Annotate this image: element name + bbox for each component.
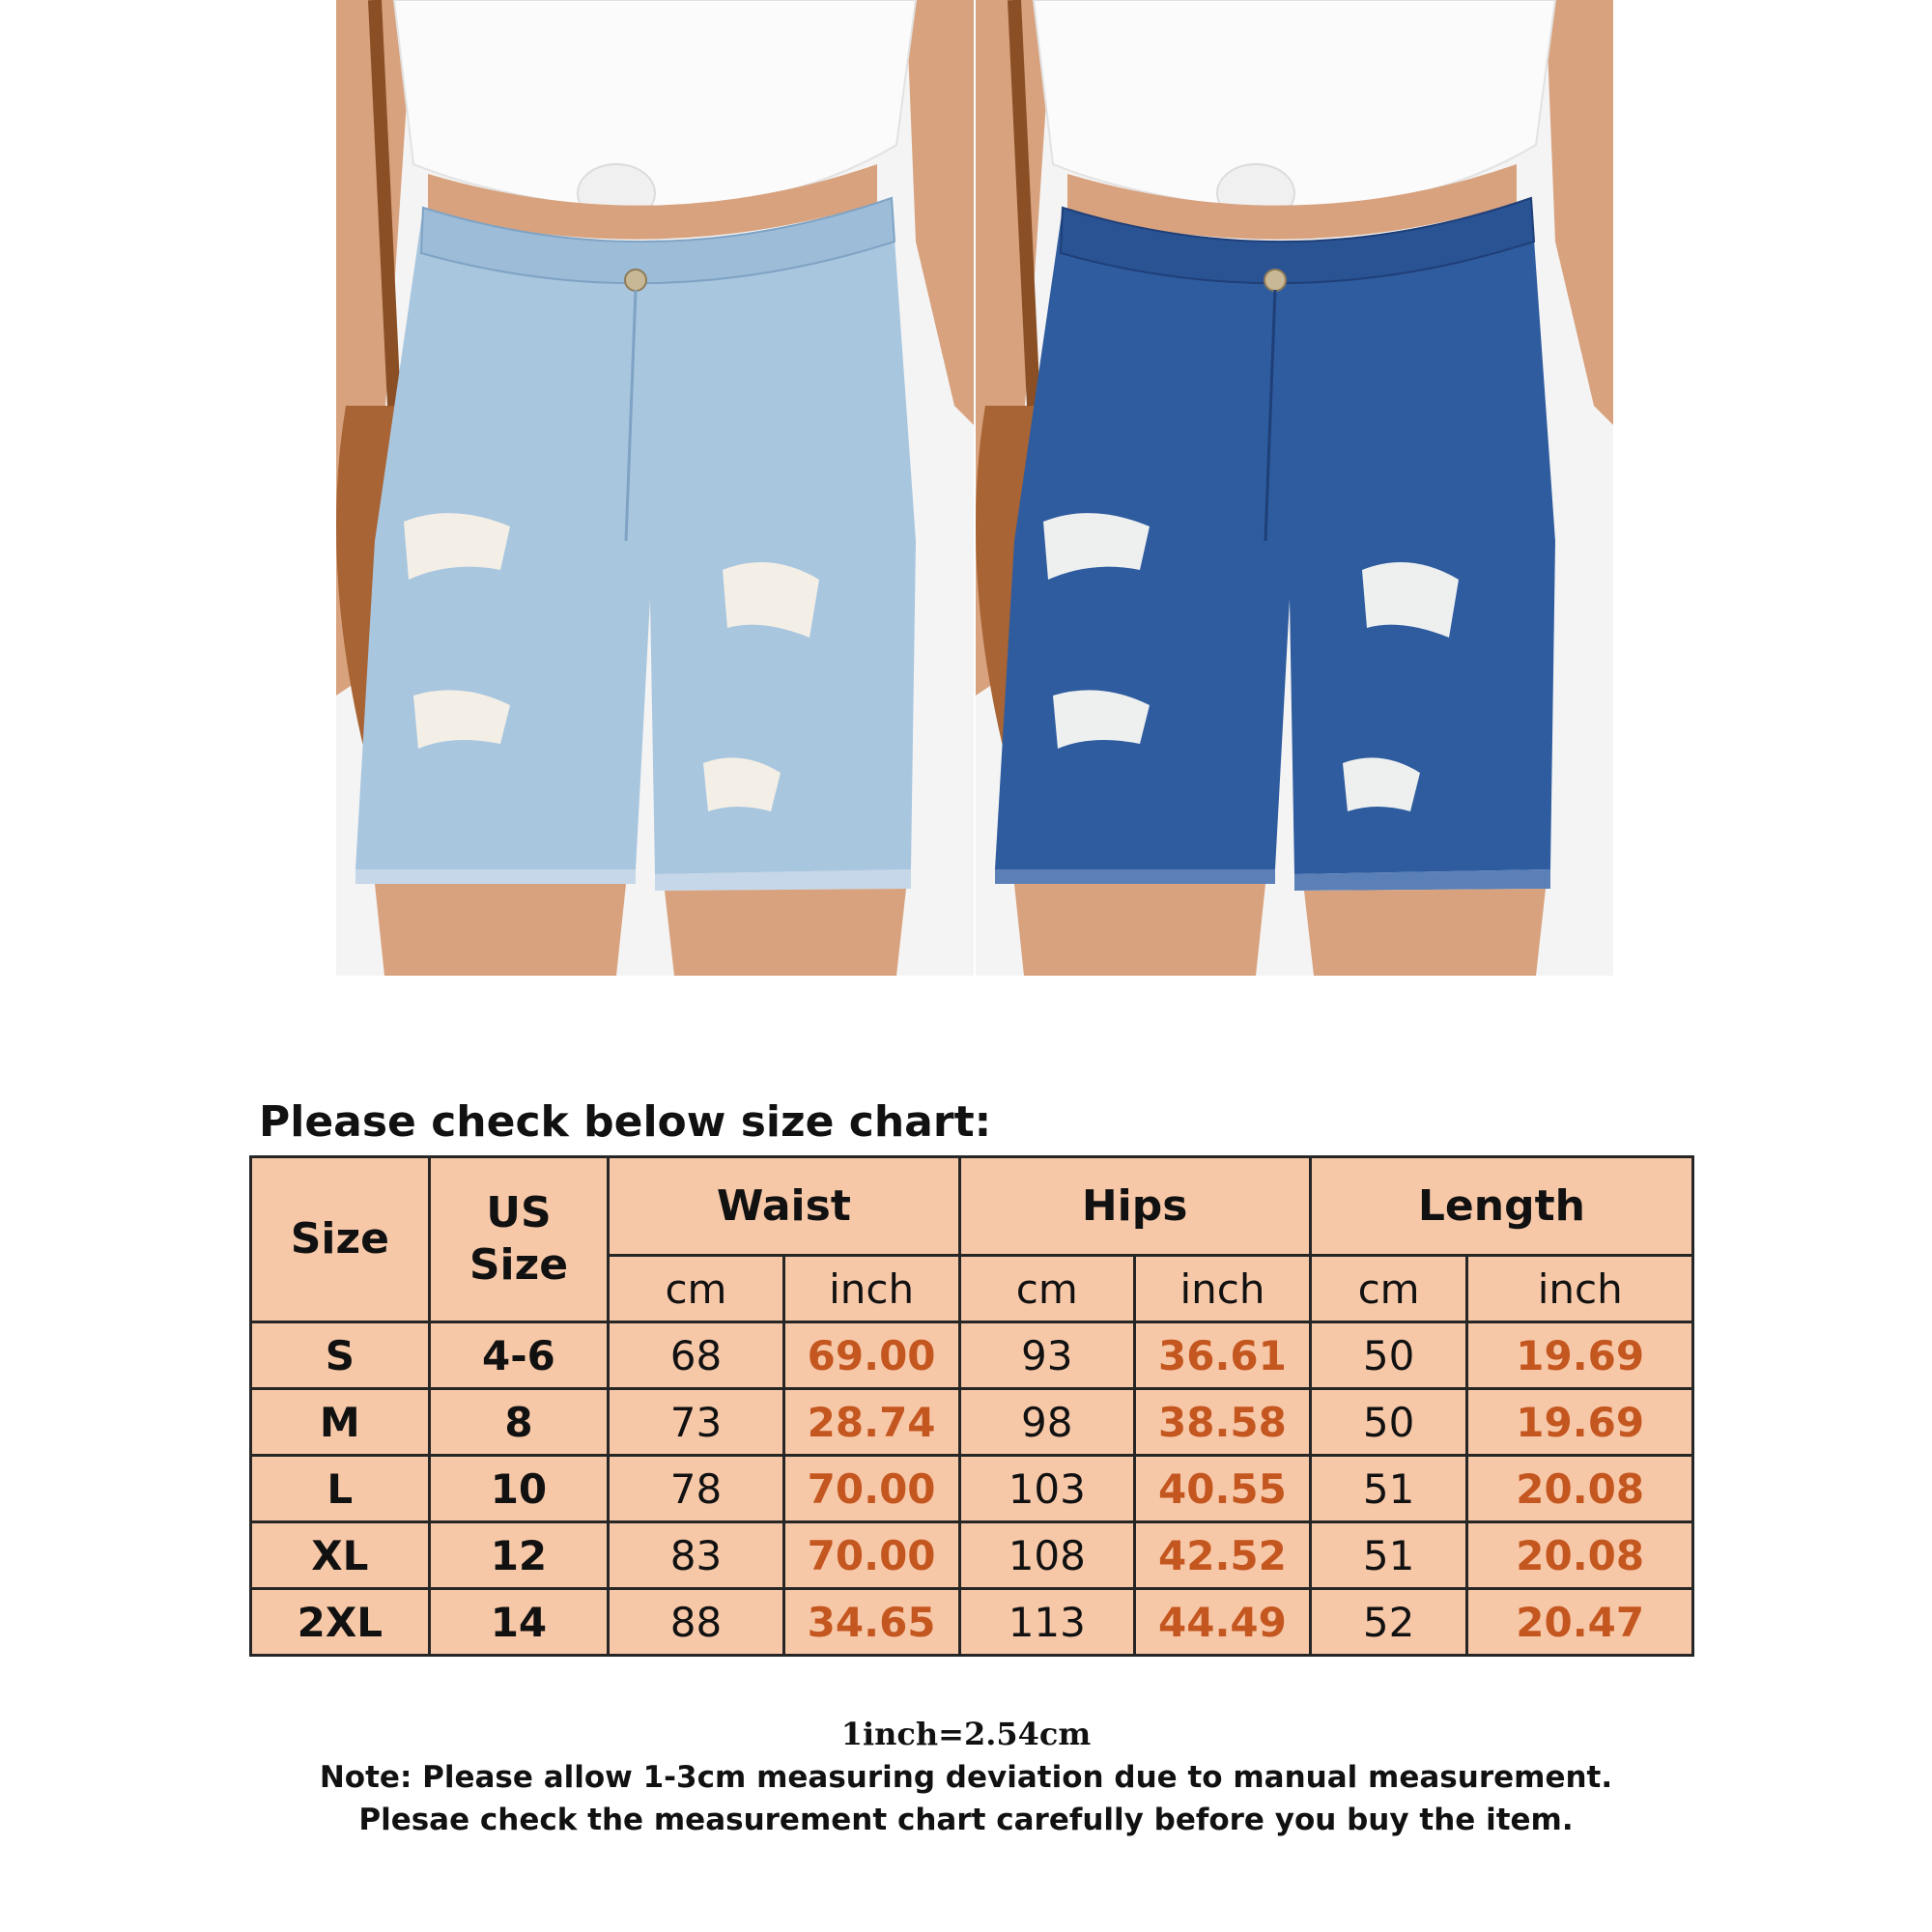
cell-hips-inch: 44.49 bbox=[1135, 1589, 1311, 1656]
size-chart-table bbox=[249, 1155, 1694, 1657]
table-row bbox=[251, 1456, 1693, 1522]
cell-waist-inch: 70.00 bbox=[783, 1522, 959, 1589]
deviation-note: Note: Please allow 1-3cm measuring deviation due to manual measurement. bbox=[319, 1760, 1613, 1795]
table-row bbox=[251, 1589, 1693, 1656]
unit-cm: cm bbox=[609, 1256, 783, 1322]
unit-inch: inch bbox=[783, 1256, 959, 1322]
header-hips: Hips bbox=[959, 1157, 1310, 1256]
cell-length-inch: 20.47 bbox=[1467, 1589, 1693, 1656]
cell-us-size: 10 bbox=[429, 1456, 609, 1522]
cell-waist-inch: 34.65 bbox=[783, 1589, 959, 1656]
header-size: Size bbox=[251, 1157, 430, 1322]
light-wash-shorts-illustration bbox=[336, 0, 974, 976]
cell-length-cm: 51 bbox=[1310, 1456, 1467, 1522]
cell-waist-inch: 70.00 bbox=[783, 1456, 959, 1522]
unit-cm: cm bbox=[959, 1256, 1135, 1322]
cell-hips-cm: 108 bbox=[959, 1522, 1135, 1589]
cell-hips-cm: 113 bbox=[959, 1589, 1135, 1656]
dark-wash-shorts-illustration bbox=[976, 0, 1613, 976]
cell-us-size: 12 bbox=[429, 1522, 609, 1589]
measurement-notes bbox=[0, 1716, 1932, 1845]
cell-size: S bbox=[251, 1322, 430, 1389]
product-photo-light-wash bbox=[336, 0, 974, 976]
header-row-main bbox=[251, 1157, 1693, 1256]
size-chart-title: Please check below size chart: bbox=[259, 1097, 992, 1147]
header-us-size bbox=[429, 1157, 609, 1322]
cell-hips-inch: 38.58 bbox=[1135, 1389, 1311, 1456]
header-length: Length bbox=[1310, 1157, 1692, 1256]
cell-waist-cm: 73 bbox=[609, 1389, 783, 1456]
cell-length-inch: 20.08 bbox=[1467, 1522, 1693, 1589]
cell-waist-cm: 78 bbox=[609, 1456, 783, 1522]
cell-us-size: 8 bbox=[429, 1389, 609, 1456]
cell-waist-cm: 68 bbox=[609, 1322, 783, 1389]
unit-inch: inch bbox=[1467, 1256, 1693, 1322]
cell-length-inch: 20.08 bbox=[1467, 1456, 1693, 1522]
table-row bbox=[251, 1389, 1693, 1456]
cell-length-cm: 50 bbox=[1310, 1322, 1467, 1389]
cell-waist-inch: 69.00 bbox=[783, 1322, 959, 1389]
cell-hips-inch: 40.55 bbox=[1135, 1456, 1311, 1522]
cell-length-inch: 19.69 bbox=[1467, 1322, 1693, 1389]
header-us-size-line2: Size bbox=[469, 1240, 569, 1290]
cell-length-cm: 52 bbox=[1310, 1589, 1467, 1656]
cell-size: XL bbox=[251, 1522, 430, 1589]
cell-length-cm: 50 bbox=[1310, 1389, 1467, 1456]
cell-us-size: 4-6 bbox=[429, 1322, 609, 1389]
cell-hips-cm: 103 bbox=[959, 1456, 1135, 1522]
unit-cm: cm bbox=[1310, 1256, 1467, 1322]
table-row bbox=[251, 1522, 1693, 1589]
cell-hips-cm: 93 bbox=[959, 1322, 1135, 1389]
cell-size: M bbox=[251, 1389, 430, 1456]
table-row bbox=[251, 1322, 1693, 1389]
check-chart-note: Plesae check the measurement chart carefully before you buy the item. bbox=[358, 1803, 1574, 1837]
cell-waist-cm: 88 bbox=[609, 1589, 783, 1656]
cell-waist-cm: 83 bbox=[609, 1522, 783, 1589]
cell-hips-inch: 36.61 bbox=[1135, 1322, 1311, 1389]
cell-hips-cm: 98 bbox=[959, 1389, 1135, 1456]
unit-conversion-note: 1inch=2.54cm bbox=[840, 1716, 1092, 1752]
cell-hips-inch: 42.52 bbox=[1135, 1522, 1311, 1589]
cell-waist-inch: 28.74 bbox=[783, 1389, 959, 1456]
cell-size: 2XL bbox=[251, 1589, 430, 1656]
cell-size: L bbox=[251, 1456, 430, 1522]
header-us-size-line1: US bbox=[486, 1188, 552, 1237]
cell-length-cm: 51 bbox=[1310, 1522, 1467, 1589]
unit-inch: inch bbox=[1135, 1256, 1311, 1322]
product-photo-dark-wash bbox=[976, 0, 1613, 976]
header-waist: Waist bbox=[609, 1157, 959, 1256]
cell-length-inch: 19.69 bbox=[1467, 1389, 1693, 1456]
cell-us-size: 14 bbox=[429, 1589, 609, 1656]
